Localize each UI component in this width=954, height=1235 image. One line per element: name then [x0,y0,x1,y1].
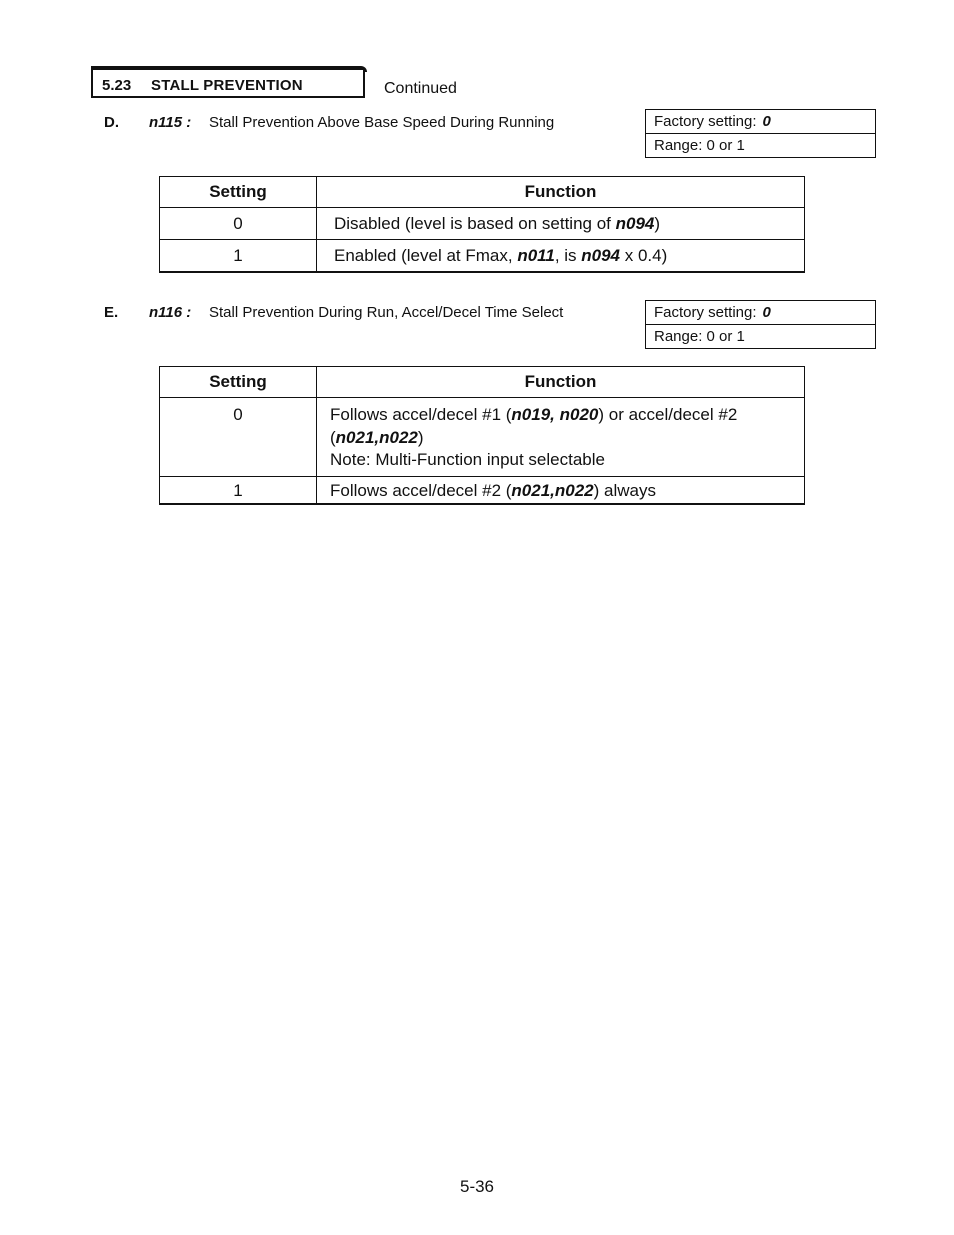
header-function: Function [317,367,805,398]
param-d-code: n115 : [149,114,192,131]
function-text: ( [330,427,336,447]
factory-setting-value: 0 [762,304,771,321]
function-cell [317,477,805,505]
function-line [330,449,804,472]
factory-setting-row [646,110,875,133]
param-d-description: Stall Prevention Above Base Speed During Running [209,114,555,131]
param-e-table [159,366,805,505]
table-row [160,240,805,273]
table-row [160,208,805,240]
function-text: Follows accel/decel #2 ( [330,481,512,500]
function-text: ) [417,427,424,447]
section-title: STALL PREVENTION [151,77,303,94]
parameter-code: n021,n022 [335,427,418,447]
parameter-code: n021,n022 [511,481,594,500]
function-text: Disabled (level is based on setting of [334,213,616,233]
function-text: x 0.4) [620,245,668,265]
parameter-code: n094 [615,213,655,233]
parameter-code: n019, n020 [511,405,599,424]
factory-setting-label: Factory setting: [654,304,757,321]
range-row: Range: 0 or 1 [646,324,875,347]
function-text: ) always [593,481,657,500]
param-e-code: n116 : [149,304,192,321]
section-number: 5.23 [102,77,132,94]
param-d-factory-box [645,109,876,158]
range-row: Range: 0 or 1 [646,133,875,156]
page-number: 5-36 [459,1177,495,1196]
function-cell [317,398,805,477]
param-e-description: Stall Prevention During Run, Accel/Decel Time Select [209,304,564,321]
function-line [330,427,804,450]
setting-cell: 0 [160,398,317,477]
function-text: Note: Multi-Function input selectable [330,450,605,469]
factory-setting-row [646,301,875,324]
table-row [160,477,805,505]
function-text: , is [554,245,582,265]
factory-setting-value: 0 [762,113,771,130]
parameter-code: n094 [581,245,621,265]
setting-cell: 1 [160,240,317,273]
function-cell [317,240,805,273]
function-text: Follows accel/decel #1 ( [330,405,512,424]
function-cell [317,208,805,240]
param-d-table [159,176,805,273]
header-setting: Setting [160,177,317,208]
header-function: Function [317,177,805,208]
function-text: ) or accel/decel #2 [598,405,738,424]
function-text: ) [654,213,661,233]
continued-label: Continued [384,80,457,97]
param-e-factory-box [645,300,876,349]
setting-cell: 0 [160,208,317,240]
header-setting: Setting [160,367,317,398]
param-e-letter: E. [104,304,119,321]
table-row [160,398,805,477]
table-header-row [160,367,805,398]
function-line [330,404,804,427]
section-header [91,68,365,98]
param-d-letter: D. [104,114,119,131]
function-text: Enabled (level at Fmax, [334,245,518,265]
table-header-row [160,177,805,208]
factory-setting-label: Factory setting: [654,113,757,130]
parameter-code: n011 [517,245,555,265]
setting-cell: 1 [160,477,317,505]
